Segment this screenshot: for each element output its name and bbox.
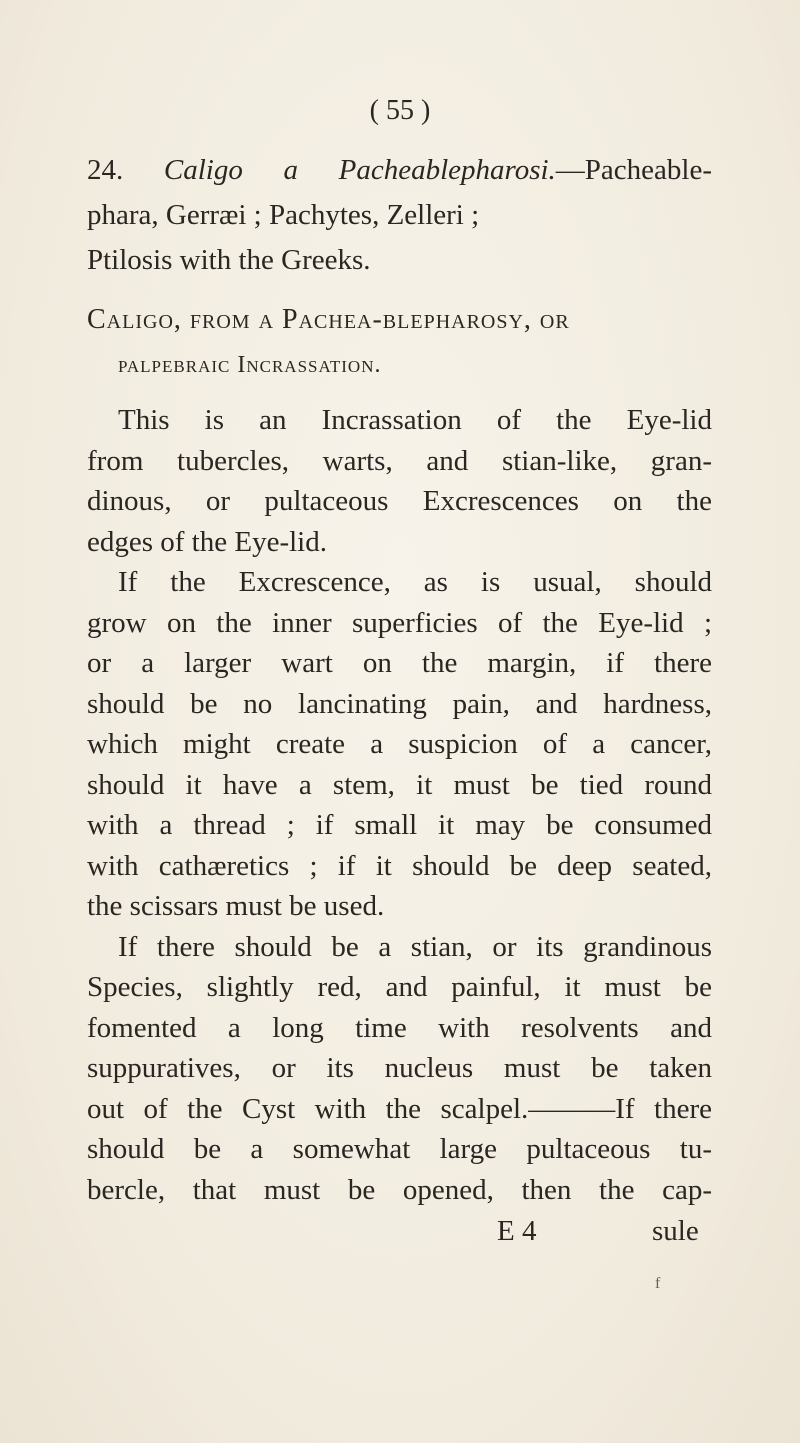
- signature-mark: E 4: [497, 1214, 537, 1247]
- page-number: ( 55 ): [369, 95, 431, 126]
- body-line: with cathæretics ; if it should be deep seated,: [87, 849, 712, 882]
- body-line: fomented a long time with resolvents and: [87, 1011, 712, 1044]
- entry-number: 24.: [87, 154, 124, 186]
- body-line: suppuratives, or its nucleus must be taken: [87, 1052, 712, 1084]
- body-line: This is an Incrassation of the Eye-lid: [118, 404, 712, 436]
- stray-mark: f: [655, 1274, 661, 1292]
- body-line: edges of the Eye-lid.: [87, 525, 327, 558]
- entry-rest: —Pacheable-: [555, 154, 712, 186]
- body-line: grow on the inner superficies of the Eye-lid ;: [87, 606, 712, 639]
- body-line: If the Excrescence, as is usual, should: [118, 566, 712, 598]
- heading-line-2: palpebraic Incrassation.: [118, 352, 382, 378]
- body-line: with a thread ; if small it may be consumed: [87, 809, 712, 841]
- body-line: out of the Cyst with the scalpel.———If there: [87, 1092, 712, 1125]
- entry-line-3: Ptilosis with the Greeks.: [87, 244, 371, 276]
- body-line: dinous, or pultaceous Excrescences on the: [87, 485, 712, 517]
- body-line: If there should be a stian, or its grandinous: [118, 930, 712, 963]
- body-line: bercle, that must be opened, then the cap-: [87, 1173, 712, 1206]
- body-line: the scissars must be used.: [87, 890, 385, 922]
- entry-line-1: [87, 150, 712, 190]
- body-line: Species, slightly red, and painful, it must be: [87, 971, 712, 1003]
- entry-title: Caligo a Pacheablepharosi.: [163, 154, 556, 186]
- catchword: sule: [652, 1214, 699, 1247]
- body-line: or a larger wart on the margin, if there: [87, 647, 712, 679]
- body-line: should be no lancinating pain, and hardness,: [87, 687, 712, 720]
- entry-line-2: phara, Gerræi ; Pachytes, Zelleri ;: [87, 199, 480, 231]
- body-line: should be a somewhat large pultaceous tu-: [87, 1133, 712, 1165]
- body-line: should it have a stem, it must be tied round: [87, 768, 712, 801]
- body-line: which might create a suspicion of a cancer,: [87, 728, 712, 760]
- body-line: from tubercles, warts, and stian-like, gran-: [87, 444, 712, 477]
- heading-line-1: Caligo, from a Pachea-blepharosy, or: [87, 304, 570, 335]
